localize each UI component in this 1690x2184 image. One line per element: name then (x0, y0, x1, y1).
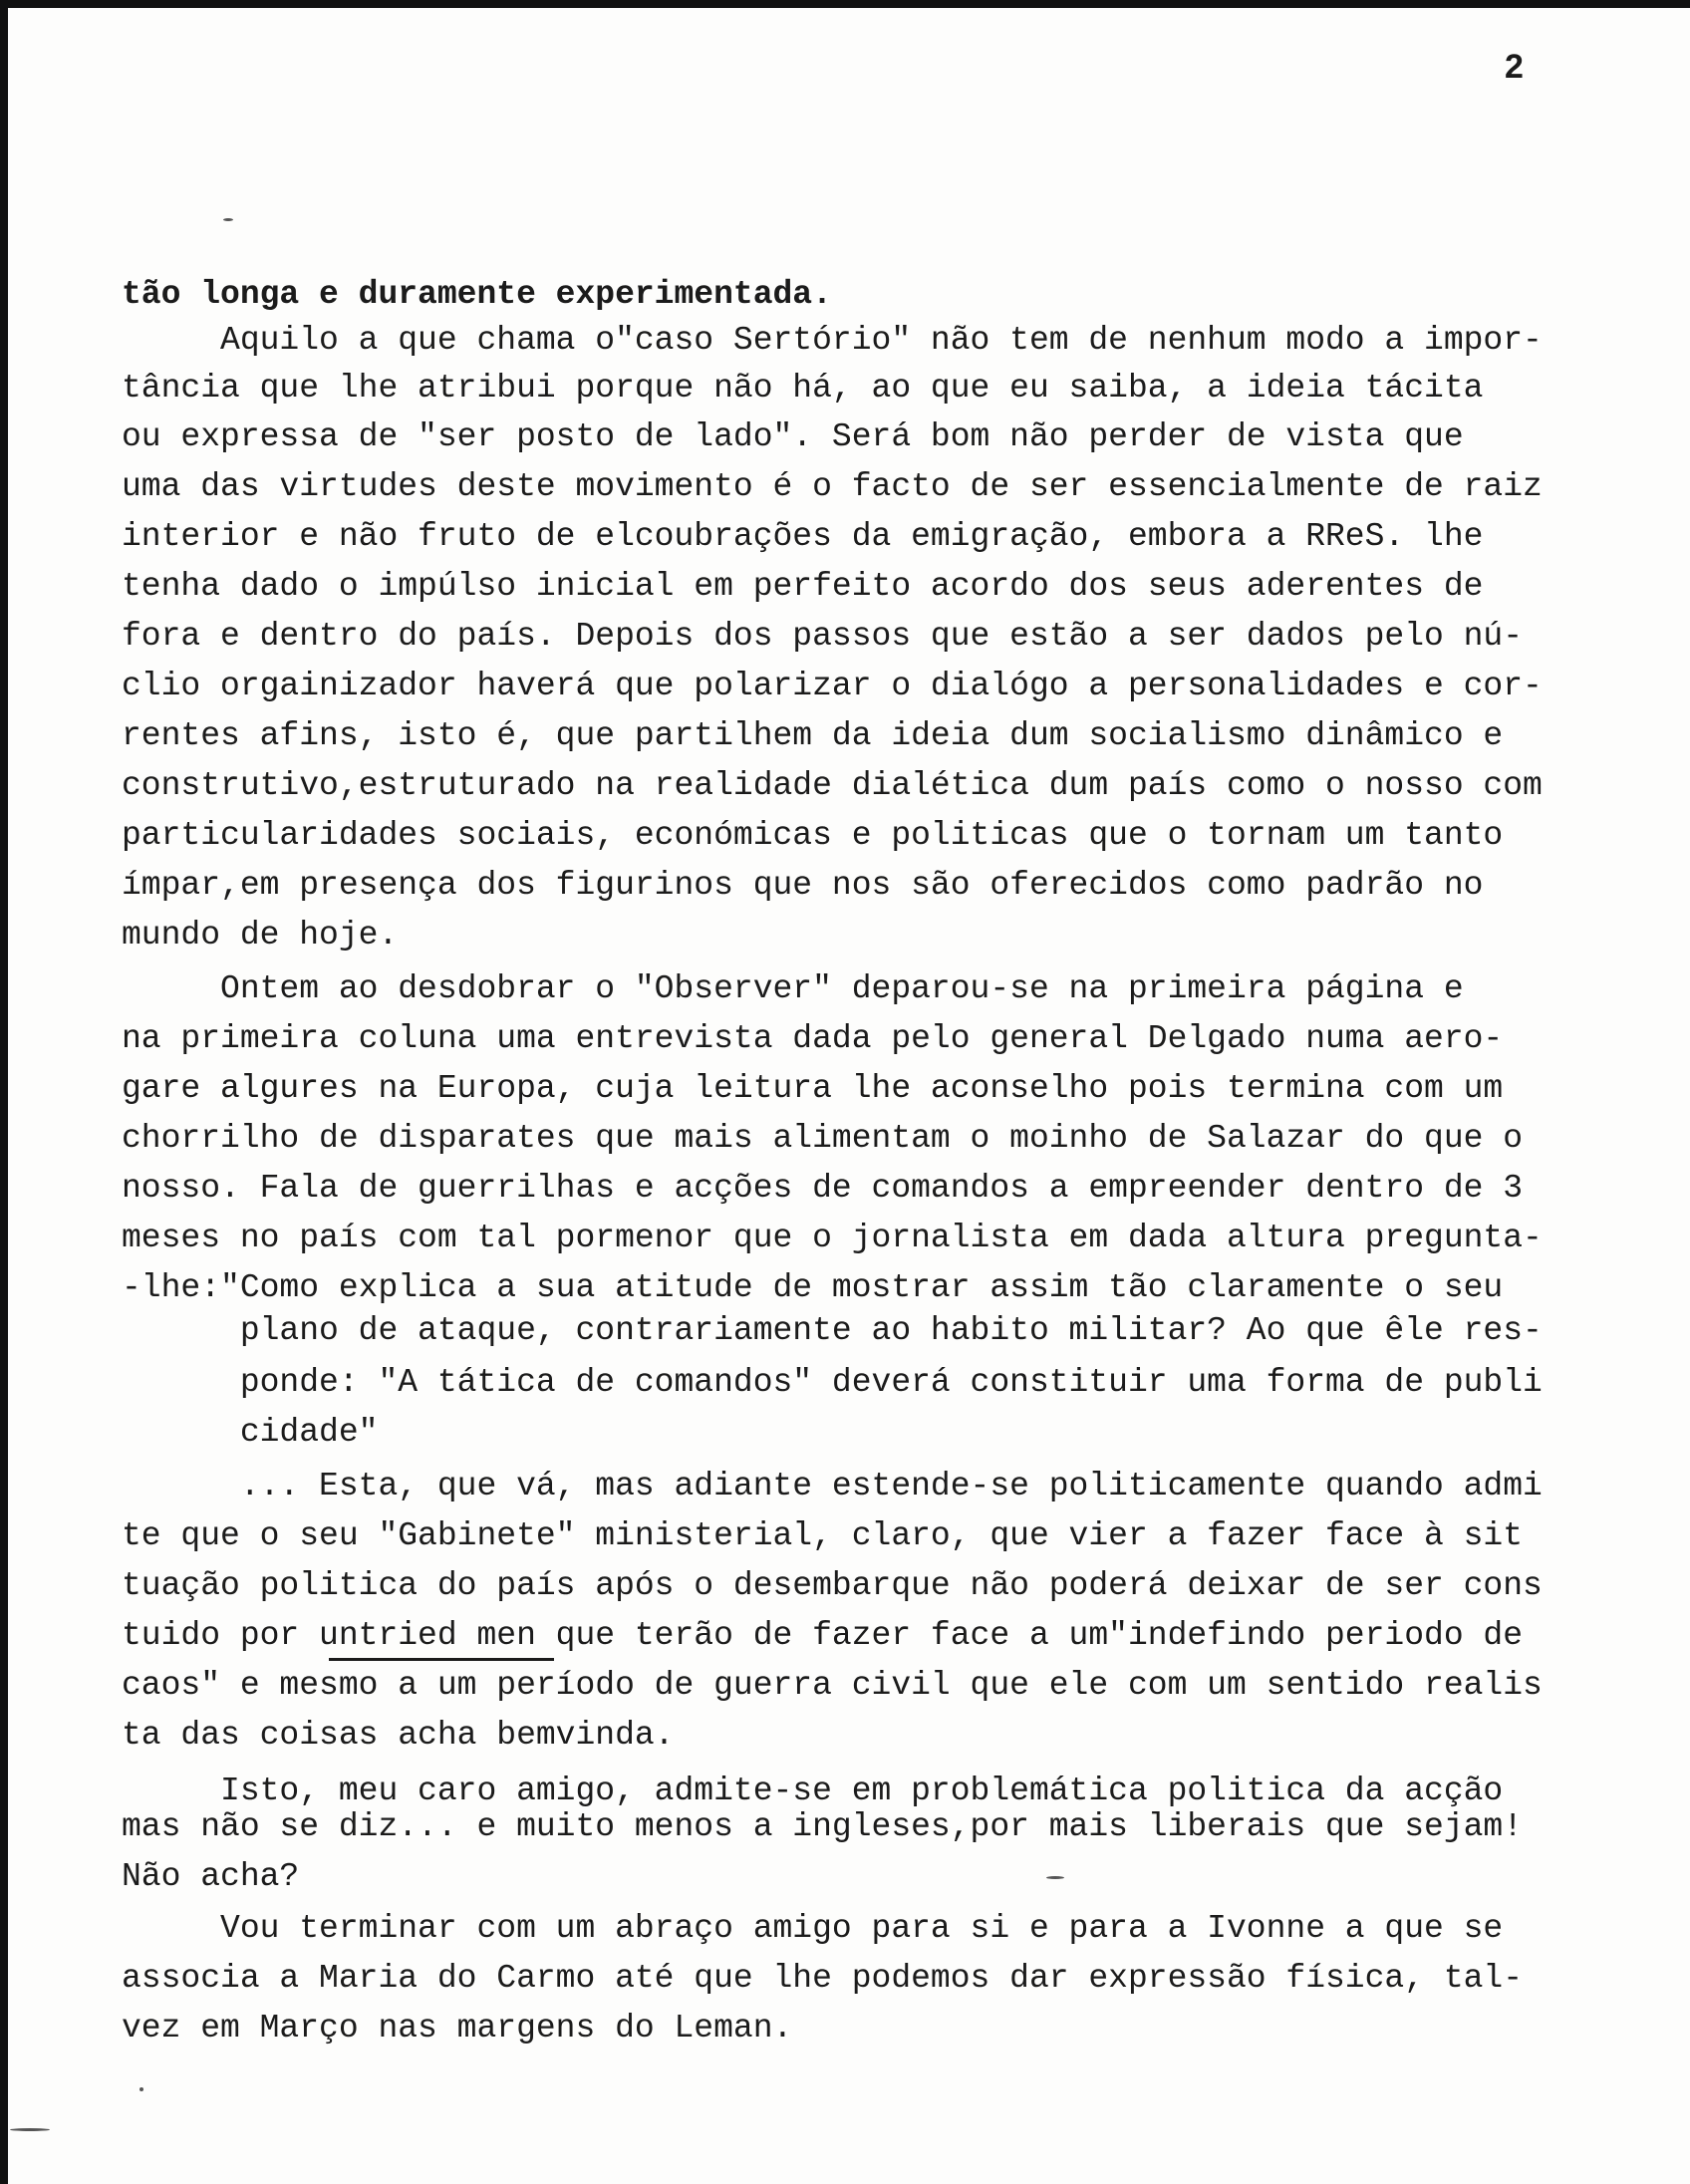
text-line: ... Esta, que vá, mas adiante estende-se politicamente quando admi (122, 1468, 1543, 1504)
scan-border-left (0, 0, 8, 2184)
text-line: tância que lhe atribui porque não há, ao que eu saiba, a ideia tácita (122, 370, 1484, 407)
text-line: ponde: "A tática de comandos" deverá constituir uma forma de publi (122, 1364, 1543, 1401)
text-line: construtivo,estruturado na realidade dialética dum país como o nosso com (122, 767, 1543, 804)
text-line: chorrilho de disparates que mais alimentam o moinho de Salazar do que o (122, 1120, 1524, 1157)
text-line: meses no país com tal pormenor que o jornalista em dada altura pregunta- (122, 1220, 1543, 1256)
text-line: particularidades sociais, económicas e politicas que o tornam um tanto (122, 817, 1504, 854)
scan-speck (1046, 1876, 1064, 1879)
text-line: associa a Maria do Carmo até que lhe podemos dar expressão física, tal- (122, 1960, 1524, 1997)
text-line: ímpar,em presença dos figurinos que nos são oferecidos como padrão no (122, 867, 1484, 904)
text-line: te que o seu "Gabinete" ministerial, claro, que vier a fazer face à sit (122, 1517, 1524, 1554)
text-line: Isto, meu caro amigo, admite-se em problemática politica da acção (122, 1773, 1504, 1809)
scan-speck (223, 218, 233, 221)
text-line: uma das virtudes deste movimento é o facto de ser essencialmente de raiz (122, 468, 1543, 505)
text-line: mundo de hoje. (122, 917, 399, 954)
text-line: fora e dentro do país. Depois dos passos que estão a ser dados pelo nú- (122, 618, 1524, 655)
underline-untried-men (329, 1658, 554, 1661)
text-line: rentes afins, isto é, que partilhem da ideia dum socialismo dinâmico e (122, 717, 1504, 754)
text-line: plano de ataque, contrariamente ao habito militar? Ao que êle res- (122, 1312, 1543, 1349)
text-line: ou expressa de "ser posto de lado". Será bom não perder de vista que (122, 418, 1464, 455)
text-line: nosso. Fala de guerrilhas e acções de comandos a empreender dentro de 3 (122, 1170, 1524, 1207)
scan-speck (10, 2128, 50, 2131)
text-line: interior e não fruto de elcoubrações da emigração, embora a RReS. lhe (122, 518, 1484, 555)
text-line: na primeira coluna uma entrevista dada pelo general Delgado numa aero- (122, 1020, 1504, 1057)
scan-border-top (0, 0, 1690, 8)
text-line: Aquilo a que chama o"caso Sertório" não tem de nenhum modo a impor- (122, 322, 1543, 359)
scan-speck (140, 2087, 143, 2091)
text-line: clio orgainizador haverá que polarizar o dialógo a personalidades e cor- (122, 668, 1543, 704)
text-line: caos" e mesmo a um período de guerra civil que ele com um sentido realis (122, 1667, 1543, 1704)
text-line: cidade" (122, 1414, 379, 1451)
text-line: -lhe:"Como explica a sua atitude de mostrar assim tão claramente o seu (122, 1269, 1504, 1306)
text-line-with-underline: tuido por untried men que terão de fazer face a um"indefindo periodo de (122, 1617, 1524, 1654)
text-line: tenha dado o impúlso inicial em perfeito acordo dos seus aderentes de (122, 568, 1484, 605)
page-number: 2 (1505, 48, 1524, 86)
text-line: Vou terminar com um abraço amigo para si e para a Ivonne a que se (122, 1910, 1504, 1947)
text-line: tuação politica do país após o desembarque não poderá deixar de ser cons (122, 1567, 1543, 1604)
text-line: Não acha? (122, 1858, 300, 1895)
text-line: ta das coisas acha bemvinda. (122, 1717, 675, 1754)
text-line: Ontem ao desdobrar o "Observer" deparou-se na primeira página e (122, 970, 1464, 1007)
text-line: vez em Março nas margens do Leman. (122, 2010, 793, 2047)
text-line: tão longa e duramente experimentada. (122, 276, 832, 313)
text-line: gare algures na Europa, cuja leitura lhe aconselho pois termina com um (122, 1070, 1504, 1107)
text-line: mas não se diz... e muito menos a ingleses,por mais liberais que sejam! (122, 1808, 1524, 1845)
